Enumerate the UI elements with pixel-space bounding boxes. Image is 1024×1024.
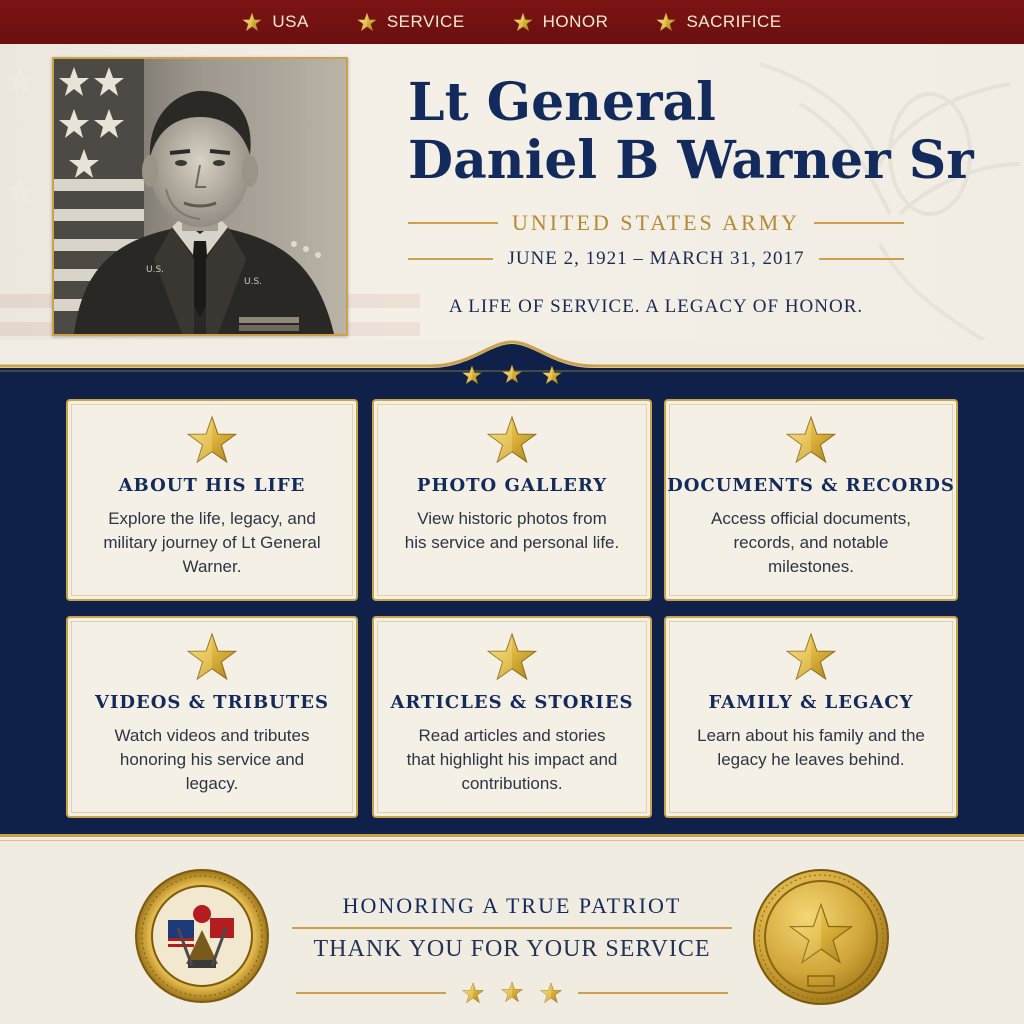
card-title: DOCUMENTS & RECORDS: [667, 475, 955, 496]
nav-item-sacrifice[interactable]: [632, 12, 805, 32]
star-icon: [786, 632, 836, 682]
nav-item-label: SACRIFICE: [686, 12, 782, 31]
gold-star-medallion-icon: [752, 868, 890, 1006]
top-nav: [0, 0, 1024, 44]
card-description: Watch videos and tributes honoring his service and legacy.: [114, 726, 310, 793]
card-title: ABOUT HIS LIFE: [118, 475, 306, 496]
branch-row: [408, 210, 904, 236]
star-icon: [541, 983, 562, 1003]
nav-item-service[interactable]: [333, 12, 489, 32]
star-icon: [502, 982, 523, 1002]
nav-item-label: SERVICE: [386, 12, 465, 31]
star-icon: [187, 415, 237, 465]
nav-item-usa[interactable]: [218, 12, 332, 32]
nav-item-label: HONOR: [542, 12, 609, 31]
star-icon: [187, 632, 237, 682]
card-title: PHOTO GALLERY: [416, 475, 608, 496]
divider: [408, 258, 493, 260]
divider: [819, 258, 904, 260]
portrait-photo: [52, 57, 348, 336]
nav-item-label: USA: [272, 12, 309, 31]
hero-section: [0, 44, 1024, 360]
card-description: Access official documents, records, and notable milestones.: [711, 509, 911, 576]
card-videos-tributes[interactable]: [66, 616, 358, 818]
title-line-2: Daniel B Warner Sr: [408, 130, 974, 191]
footer-trim: [0, 834, 1024, 848]
star-icon: [242, 12, 262, 32]
card-documents-records[interactable]: [664, 399, 958, 601]
ornamental-divider: [0, 340, 1024, 392]
star-icon: [487, 415, 537, 465]
dates-row: [408, 248, 904, 270]
nav-item-honor[interactable]: [489, 12, 633, 32]
divider: [408, 222, 498, 224]
card-family-legacy[interactable]: [664, 616, 958, 818]
portrait-icon: [54, 59, 346, 334]
card-articles-stories[interactable]: [372, 616, 652, 818]
card-title: ARTICLES & STORIES: [390, 692, 634, 713]
us-insignia-left: U.S.: [146, 265, 165, 275]
card-description: View historic photos from his service and personal life.: [404, 509, 620, 552]
card-description: Explore the life, legacy, and military journey of Lt General Warner.: [103, 509, 321, 576]
star-icon: [656, 12, 676, 32]
divider: [814, 222, 904, 224]
star-icon: [463, 983, 484, 1003]
footer-subtitle: THANK YOU FOR YOUR SERVICE: [313, 936, 711, 962]
star-icon: [513, 12, 533, 32]
card-about-his-life[interactable]: [66, 399, 358, 601]
card-description: Read articles and stories that highlight his impact and contributions.: [406, 726, 618, 793]
life-dates: JUNE 2, 1921 – MARCH 31, 2017: [507, 248, 805, 269]
us-insignia-right: U.S.: [244, 277, 263, 287]
star-icon: [487, 632, 537, 682]
footer-title: HONORING A TRUE PATRIOT: [342, 893, 682, 918]
star-icon: [357, 12, 377, 32]
card-title: FAMILY & LEGACY: [708, 692, 914, 713]
card-title: VIDEOS & TRIBUTES: [95, 692, 329, 713]
tagline: A LIFE OF SERVICE. A LEGACY OF HONOR.: [448, 296, 864, 317]
title-line-1: Lt General: [408, 72, 716, 133]
card-description: Learn about his family and the legacy he leaves behind.: [697, 726, 925, 769]
page-title: [408, 72, 974, 191]
footer-stars: [296, 981, 728, 1005]
army-seal-icon: [134, 868, 270, 1004]
service-branch: UNITED STATES ARMY: [511, 210, 801, 235]
star-icon: [786, 415, 836, 465]
card-photo-gallery[interactable]: [372, 399, 652, 601]
divider: [292, 927, 732, 929]
